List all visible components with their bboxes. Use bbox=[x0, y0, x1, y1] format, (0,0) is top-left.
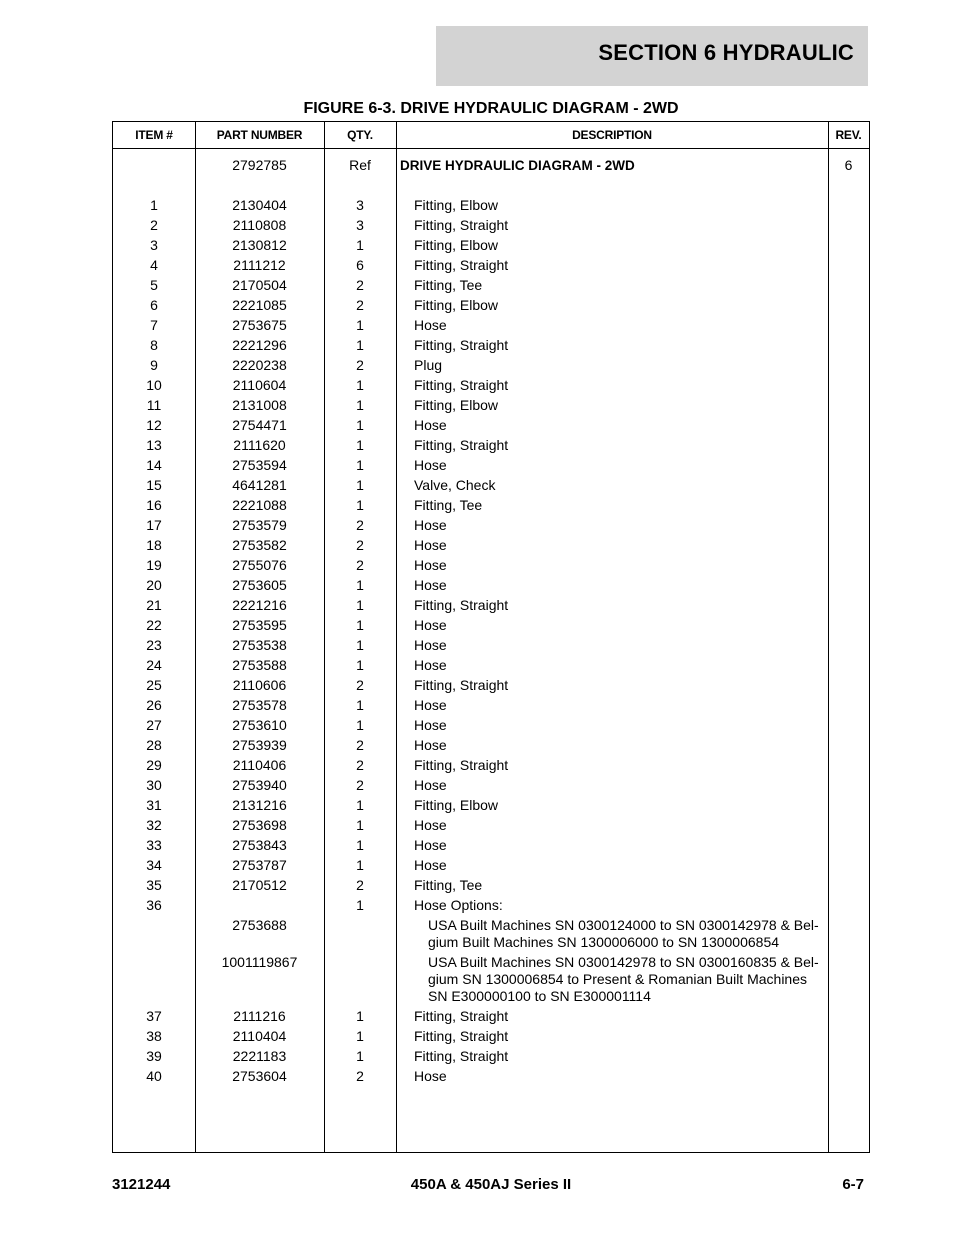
quantity-cell: 2 bbox=[356, 277, 364, 293]
revision-cell bbox=[828, 437, 869, 454]
revision-cell bbox=[828, 857, 869, 874]
revision-cell bbox=[828, 457, 869, 474]
revision-cell bbox=[828, 817, 869, 834]
item-number-cell: 13 bbox=[146, 437, 162, 453]
quantity-cell: 2 bbox=[356, 557, 364, 573]
table-row bbox=[113, 377, 869, 394]
description-cell: Fitting, Straight bbox=[414, 337, 509, 353]
quantity-cell: 3 bbox=[356, 197, 364, 213]
revision-cell bbox=[828, 597, 869, 614]
part-number-cell: 2221216 bbox=[232, 597, 287, 613]
quantity-cell: 2 bbox=[356, 1068, 364, 1084]
table-row bbox=[113, 197, 869, 214]
footer-doc-number: 3121244 bbox=[112, 1176, 171, 1193]
quantity-cell: 1 bbox=[356, 717, 364, 733]
table-row bbox=[113, 897, 869, 914]
part-number-cell: 2131008 bbox=[232, 397, 287, 413]
table-row bbox=[113, 837, 869, 854]
table-row bbox=[113, 417, 869, 434]
description-cell: Fitting, Straight bbox=[414, 377, 509, 393]
item-number-cell: 4 bbox=[150, 257, 158, 273]
item-number-cell: 32 bbox=[146, 817, 162, 833]
part-number-cell bbox=[195, 897, 324, 914]
item-number-cell: 25 bbox=[146, 677, 162, 693]
part-number-cell: 2753582 bbox=[232, 537, 287, 553]
revision-cell bbox=[828, 297, 869, 314]
revision-cell bbox=[828, 657, 869, 674]
item-number-cell: 19 bbox=[146, 557, 162, 573]
table-row bbox=[113, 617, 869, 634]
quantity-cell: 1 bbox=[356, 697, 364, 713]
revision-cell bbox=[828, 217, 869, 234]
description-cell: Fitting, Elbow bbox=[414, 797, 499, 813]
column-header-description: DESCRIPTION bbox=[572, 128, 652, 142]
parts-table bbox=[112, 121, 870, 1153]
table-row bbox=[113, 517, 869, 534]
item-number-cell: 23 bbox=[146, 637, 162, 653]
quantity-cell: 2 bbox=[356, 357, 364, 373]
revision-cell bbox=[828, 257, 869, 274]
item-number-cell bbox=[113, 917, 195, 951]
section-title: SECTION 6 HYDRAULIC bbox=[598, 40, 854, 65]
footer-model: 450A & 450AJ Series II bbox=[410, 1176, 572, 1193]
revision-cell bbox=[828, 617, 869, 634]
description-cell: Fitting, Elbow bbox=[414, 237, 499, 253]
table-row bbox=[113, 497, 869, 514]
table-row bbox=[113, 757, 869, 774]
revision-cell bbox=[828, 1008, 869, 1025]
quantity-cell: 2 bbox=[356, 537, 364, 553]
description-cell: Fitting, Elbow bbox=[414, 397, 499, 413]
part-number-cell: 2111212 bbox=[233, 257, 286, 273]
part-number-cell: 2110404 bbox=[232, 1028, 287, 1044]
description-cell: USA Built Machines SN 0300142978 to SN 0300160835 & Bel-gium SN 1300006854 to Present & Romanian Built Machines SN E300000100 to SN E300001114 bbox=[428, 954, 819, 1004]
table-row bbox=[113, 317, 869, 334]
description-cell: Hose bbox=[414, 637, 447, 653]
revision-cell bbox=[828, 637, 869, 654]
part-number-cell: 2753605 bbox=[232, 577, 287, 593]
part-number-cell: 2221088 bbox=[232, 497, 287, 513]
revision-cell: 6 bbox=[844, 157, 853, 173]
part-number-cell: 2753675 bbox=[232, 317, 287, 333]
description-cell: Plug bbox=[414, 357, 443, 373]
part-number-cell: 2753610 bbox=[232, 717, 287, 733]
section-banner bbox=[436, 26, 868, 86]
description-cell: Fitting, Tee bbox=[414, 277, 483, 293]
table-row bbox=[113, 1068, 869, 1085]
table-row bbox=[113, 717, 869, 734]
description-cell: Hose bbox=[414, 557, 447, 573]
revision-cell bbox=[828, 897, 869, 914]
revision-cell bbox=[828, 877, 869, 894]
table-row bbox=[113, 1048, 869, 1065]
revision-cell bbox=[828, 277, 869, 294]
quantity-cell: 2 bbox=[356, 877, 364, 893]
part-number-cell: 2170504 bbox=[232, 277, 287, 293]
description-cell: Hose bbox=[414, 697, 447, 713]
item-number-cell: 17 bbox=[146, 517, 162, 533]
quantity-cell: 1 bbox=[356, 577, 364, 593]
revision-cell bbox=[828, 1048, 869, 1065]
revision-cell bbox=[828, 357, 869, 374]
item-number-cell: 38 bbox=[146, 1028, 162, 1044]
revision-cell bbox=[828, 717, 869, 734]
revision-cell bbox=[828, 757, 869, 774]
revision-cell bbox=[828, 577, 869, 594]
revision-cell bbox=[828, 197, 869, 214]
description-cell: Fitting, Straight bbox=[414, 1008, 509, 1024]
description-cell: Fitting, Straight bbox=[414, 217, 509, 233]
quantity-cell: 1 bbox=[356, 817, 364, 833]
quantity-cell: 1 bbox=[356, 317, 364, 333]
quantity-cell: 1 bbox=[356, 457, 364, 473]
item-number-cell: 40 bbox=[146, 1068, 162, 1084]
item-number-cell: 30 bbox=[146, 777, 162, 793]
revision-cell bbox=[828, 377, 869, 394]
description-cell: Hose bbox=[414, 857, 447, 873]
quantity-cell: 2 bbox=[356, 297, 364, 313]
item-number-cell: 16 bbox=[146, 497, 162, 513]
part-number-cell: 2220238 bbox=[232, 357, 287, 373]
item-number-cell: 8 bbox=[150, 337, 158, 353]
item-number-cell: 15 bbox=[146, 477, 162, 493]
part-number-cell: 2170512 bbox=[232, 877, 287, 893]
table-row bbox=[113, 577, 869, 594]
part-number-cell: 2753578 bbox=[232, 697, 287, 713]
part-number-cell: 2753787 bbox=[232, 857, 287, 873]
part-number-cell: 2753688 bbox=[232, 917, 287, 933]
item-number-cell: 37 bbox=[146, 1008, 162, 1024]
description-cell: Hose bbox=[414, 517, 447, 533]
description-cell: USA Built Machines SN 0300124000 to SN 0300142978 & Bel-gium Built Machines SN 1300006000 to SN 1300006854 bbox=[428, 917, 819, 950]
part-number-cell: 2753939 bbox=[232, 737, 287, 753]
description-cell: Fitting, Straight bbox=[414, 757, 509, 773]
item-number-cell: 39 bbox=[146, 1048, 162, 1064]
description-cell: Fitting, Straight bbox=[414, 677, 509, 693]
revision-cell bbox=[828, 317, 869, 334]
quantity-cell: 2 bbox=[356, 737, 364, 753]
item-number-cell: 36 bbox=[146, 897, 162, 913]
item-number-cell: 11 bbox=[146, 397, 162, 413]
description-cell: Fitting, Straight bbox=[414, 1028, 509, 1044]
table-row bbox=[113, 457, 869, 474]
revision-cell bbox=[828, 1068, 869, 1085]
description-cell: Fitting, Tee bbox=[414, 877, 483, 893]
description-cell: Hose bbox=[414, 777, 447, 793]
part-number-cell: 2111216 bbox=[233, 1008, 286, 1024]
revision-cell bbox=[828, 917, 869, 951]
item-number-cell: 28 bbox=[146, 737, 162, 753]
table-row bbox=[113, 257, 869, 274]
item-number-cell: 3 bbox=[150, 237, 158, 253]
item-number-cell: 9 bbox=[150, 357, 158, 373]
item-number-cell: 14 bbox=[146, 457, 162, 473]
part-number-cell: 4641281 bbox=[232, 477, 287, 493]
table-row bbox=[113, 797, 869, 814]
description-cell: Hose bbox=[414, 837, 447, 853]
quantity-cell: 1 bbox=[356, 657, 364, 673]
revision-cell bbox=[828, 337, 869, 354]
description-cell: Hose bbox=[414, 617, 447, 633]
item-number-cell: 12 bbox=[146, 417, 162, 433]
table-row bbox=[113, 657, 869, 674]
part-number-cell: 2755076 bbox=[232, 557, 287, 573]
revision-cell bbox=[828, 1028, 869, 1045]
item-number-cell: 29 bbox=[146, 757, 162, 773]
item-number-cell: 31 bbox=[146, 797, 162, 813]
description-cell: Hose bbox=[414, 737, 447, 753]
item-number-cell: 10 bbox=[146, 377, 162, 393]
item-number-cell: 34 bbox=[146, 857, 162, 873]
table-row bbox=[113, 397, 869, 414]
part-number-cell: 2753843 bbox=[232, 837, 287, 853]
item-number-cell: 26 bbox=[146, 697, 162, 713]
quantity-cell: 1 bbox=[356, 477, 364, 493]
quantity-cell: 1 bbox=[356, 1008, 364, 1024]
revision-cell bbox=[828, 954, 869, 1005]
quantity-cell: 1 bbox=[356, 1048, 364, 1064]
quantity-cell: Ref bbox=[349, 157, 371, 173]
description-cell: Hose bbox=[414, 537, 447, 553]
part-number-cell: 2110406 bbox=[232, 757, 287, 773]
description-cell: Fitting, Elbow bbox=[414, 297, 499, 313]
description-cell: Hose bbox=[414, 577, 447, 593]
part-number-cell: 2792785 bbox=[232, 157, 287, 173]
quantity-cell: 6 bbox=[356, 257, 364, 273]
part-number-cell: 2753538 bbox=[232, 637, 287, 653]
table-row bbox=[113, 297, 869, 314]
column-header-item: ITEM # bbox=[135, 128, 173, 142]
quantity-cell: 1 bbox=[356, 437, 364, 453]
item-number-cell: 27 bbox=[146, 717, 162, 733]
item-number-cell: 33 bbox=[146, 837, 162, 853]
quantity-cell: 1 bbox=[356, 617, 364, 633]
table-row bbox=[113, 437, 869, 454]
quantity-cell: 1 bbox=[356, 637, 364, 653]
part-number-cell: 2130404 bbox=[232, 197, 287, 213]
figure-title: FIGURE 6-3. DRIVE HYDRAULIC DIAGRAM - 2WD bbox=[303, 100, 679, 117]
table-row bbox=[113, 477, 869, 494]
description-cell: Hose bbox=[414, 717, 447, 733]
description-cell: Fitting, Straight bbox=[414, 1048, 509, 1064]
table-row bbox=[113, 237, 869, 254]
part-number-cell: 2221085 bbox=[232, 297, 287, 313]
quantity-cell: 1 bbox=[356, 1028, 364, 1044]
table-row bbox=[113, 337, 869, 354]
revision-cell bbox=[828, 837, 869, 854]
item-number-cell: 7 bbox=[150, 317, 158, 333]
item-number-cell: 24 bbox=[146, 657, 162, 673]
part-number-cell: 2110606 bbox=[232, 677, 287, 693]
part-number-cell: 2753594 bbox=[232, 457, 287, 473]
description-cell: Fitting, Straight bbox=[414, 437, 509, 453]
revision-cell bbox=[828, 557, 869, 574]
quantity-cell: 1 bbox=[356, 597, 364, 613]
table-row bbox=[113, 1008, 869, 1025]
description-cell: Hose bbox=[414, 817, 447, 833]
revision-cell bbox=[828, 417, 869, 434]
header-rule bbox=[113, 148, 869, 149]
footer-page-number: 6-7 bbox=[842, 1176, 864, 1193]
quantity-cell bbox=[324, 917, 396, 951]
table-row bbox=[113, 777, 869, 794]
description-cell: Hose bbox=[414, 457, 447, 473]
revision-cell bbox=[828, 397, 869, 414]
item-number-cell: 35 bbox=[146, 877, 162, 893]
quantity-cell: 2 bbox=[356, 677, 364, 693]
item-number-cell: 6 bbox=[150, 297, 158, 313]
table-row bbox=[113, 597, 869, 614]
quantity-cell: 1 bbox=[356, 377, 364, 393]
item-number-cell: 1 bbox=[150, 197, 158, 213]
part-number-cell: 2110604 bbox=[232, 377, 287, 393]
quantity-cell: 1 bbox=[356, 417, 364, 433]
part-number-cell: 1001119867 bbox=[221, 954, 298, 970]
column-header-part-number: PART NUMBER bbox=[216, 128, 303, 142]
quantity-cell: 2 bbox=[356, 757, 364, 773]
item-number-cell: 22 bbox=[146, 617, 162, 633]
part-number-cell: 2221183 bbox=[232, 1048, 287, 1064]
item-number-cell: 21 bbox=[146, 597, 162, 613]
description-cell: Fitting, Straight bbox=[414, 597, 509, 613]
table-row bbox=[113, 677, 869, 694]
column-header-qty: QTY. bbox=[347, 128, 373, 142]
part-number-cell: 2753940 bbox=[232, 777, 287, 793]
revision-cell bbox=[828, 537, 869, 554]
revision-cell bbox=[828, 797, 869, 814]
table-row bbox=[113, 857, 869, 874]
quantity-cell: 1 bbox=[356, 797, 364, 813]
item-number-cell: 18 bbox=[146, 537, 162, 553]
description-cell: DRIVE HYDRAULIC DIAGRAM - 2WD bbox=[400, 158, 635, 173]
item-number-cell bbox=[113, 157, 195, 174]
table-row bbox=[113, 357, 869, 374]
part-number-cell: 2754471 bbox=[232, 417, 287, 433]
part-number-cell: 2131216 bbox=[232, 797, 287, 813]
description-cell: Hose bbox=[414, 657, 447, 673]
table-body bbox=[113, 150, 869, 1085]
part-number-cell: 2110808 bbox=[232, 217, 287, 233]
revision-cell bbox=[828, 497, 869, 514]
quantity-cell: 1 bbox=[356, 897, 364, 913]
description-cell: Valve, Check bbox=[414, 477, 496, 493]
revision-cell bbox=[828, 777, 869, 794]
quantity-cell: 1 bbox=[356, 337, 364, 353]
description-cell: Fitting, Elbow bbox=[414, 197, 499, 213]
table-row bbox=[113, 1028, 869, 1045]
revision-cell bbox=[828, 697, 869, 714]
revision-cell bbox=[828, 737, 869, 754]
item-number-cell bbox=[113, 954, 195, 1005]
table-row bbox=[113, 697, 869, 714]
part-number-cell: 2221296 bbox=[232, 337, 287, 353]
description-cell: Hose bbox=[414, 1068, 447, 1084]
description-cell: Hose Options: bbox=[414, 897, 503, 913]
part-number-cell: 2753604 bbox=[232, 1068, 287, 1084]
column-header-rev: REV. bbox=[835, 128, 862, 142]
quantity-cell: 1 bbox=[356, 497, 364, 513]
part-number-cell: 2753698 bbox=[232, 817, 287, 833]
quantity-cell bbox=[324, 954, 396, 1005]
table-row bbox=[113, 737, 869, 754]
item-number-cell: 20 bbox=[146, 577, 162, 593]
part-number-cell: 2753595 bbox=[232, 617, 287, 633]
revision-cell bbox=[828, 477, 869, 494]
table-row bbox=[113, 557, 869, 574]
revision-cell bbox=[828, 517, 869, 534]
revision-cell bbox=[828, 677, 869, 694]
quantity-cell: 2 bbox=[356, 517, 364, 533]
description-cell: Hose bbox=[414, 417, 447, 433]
table-row bbox=[113, 954, 869, 1005]
table-row bbox=[113, 917, 869, 951]
quantity-cell: 1 bbox=[356, 837, 364, 853]
table-row bbox=[113, 637, 869, 654]
table-row bbox=[113, 277, 869, 294]
quantity-cell: 1 bbox=[356, 397, 364, 413]
table-row bbox=[113, 157, 869, 174]
table-row bbox=[113, 877, 869, 894]
table-row bbox=[113, 537, 869, 554]
description-cell: Hose bbox=[414, 317, 447, 333]
quantity-cell: 2 bbox=[356, 777, 364, 793]
description-cell: Fitting, Straight bbox=[414, 257, 509, 273]
description-cell: Fitting, Tee bbox=[414, 497, 483, 513]
part-number-cell: 2130812 bbox=[232, 237, 287, 253]
part-number-cell: 2753579 bbox=[232, 517, 287, 533]
part-number-cell: 2111620 bbox=[233, 437, 286, 453]
table-row bbox=[113, 217, 869, 234]
revision-cell bbox=[828, 237, 869, 254]
quantity-cell: 1 bbox=[356, 857, 364, 873]
part-number-cell: 2753588 bbox=[232, 657, 287, 673]
table-row bbox=[113, 817, 869, 834]
quantity-cell: 3 bbox=[356, 217, 364, 233]
item-number-cell: 5 bbox=[150, 277, 158, 293]
quantity-cell: 1 bbox=[356, 237, 364, 253]
item-number-cell: 2 bbox=[150, 217, 158, 233]
